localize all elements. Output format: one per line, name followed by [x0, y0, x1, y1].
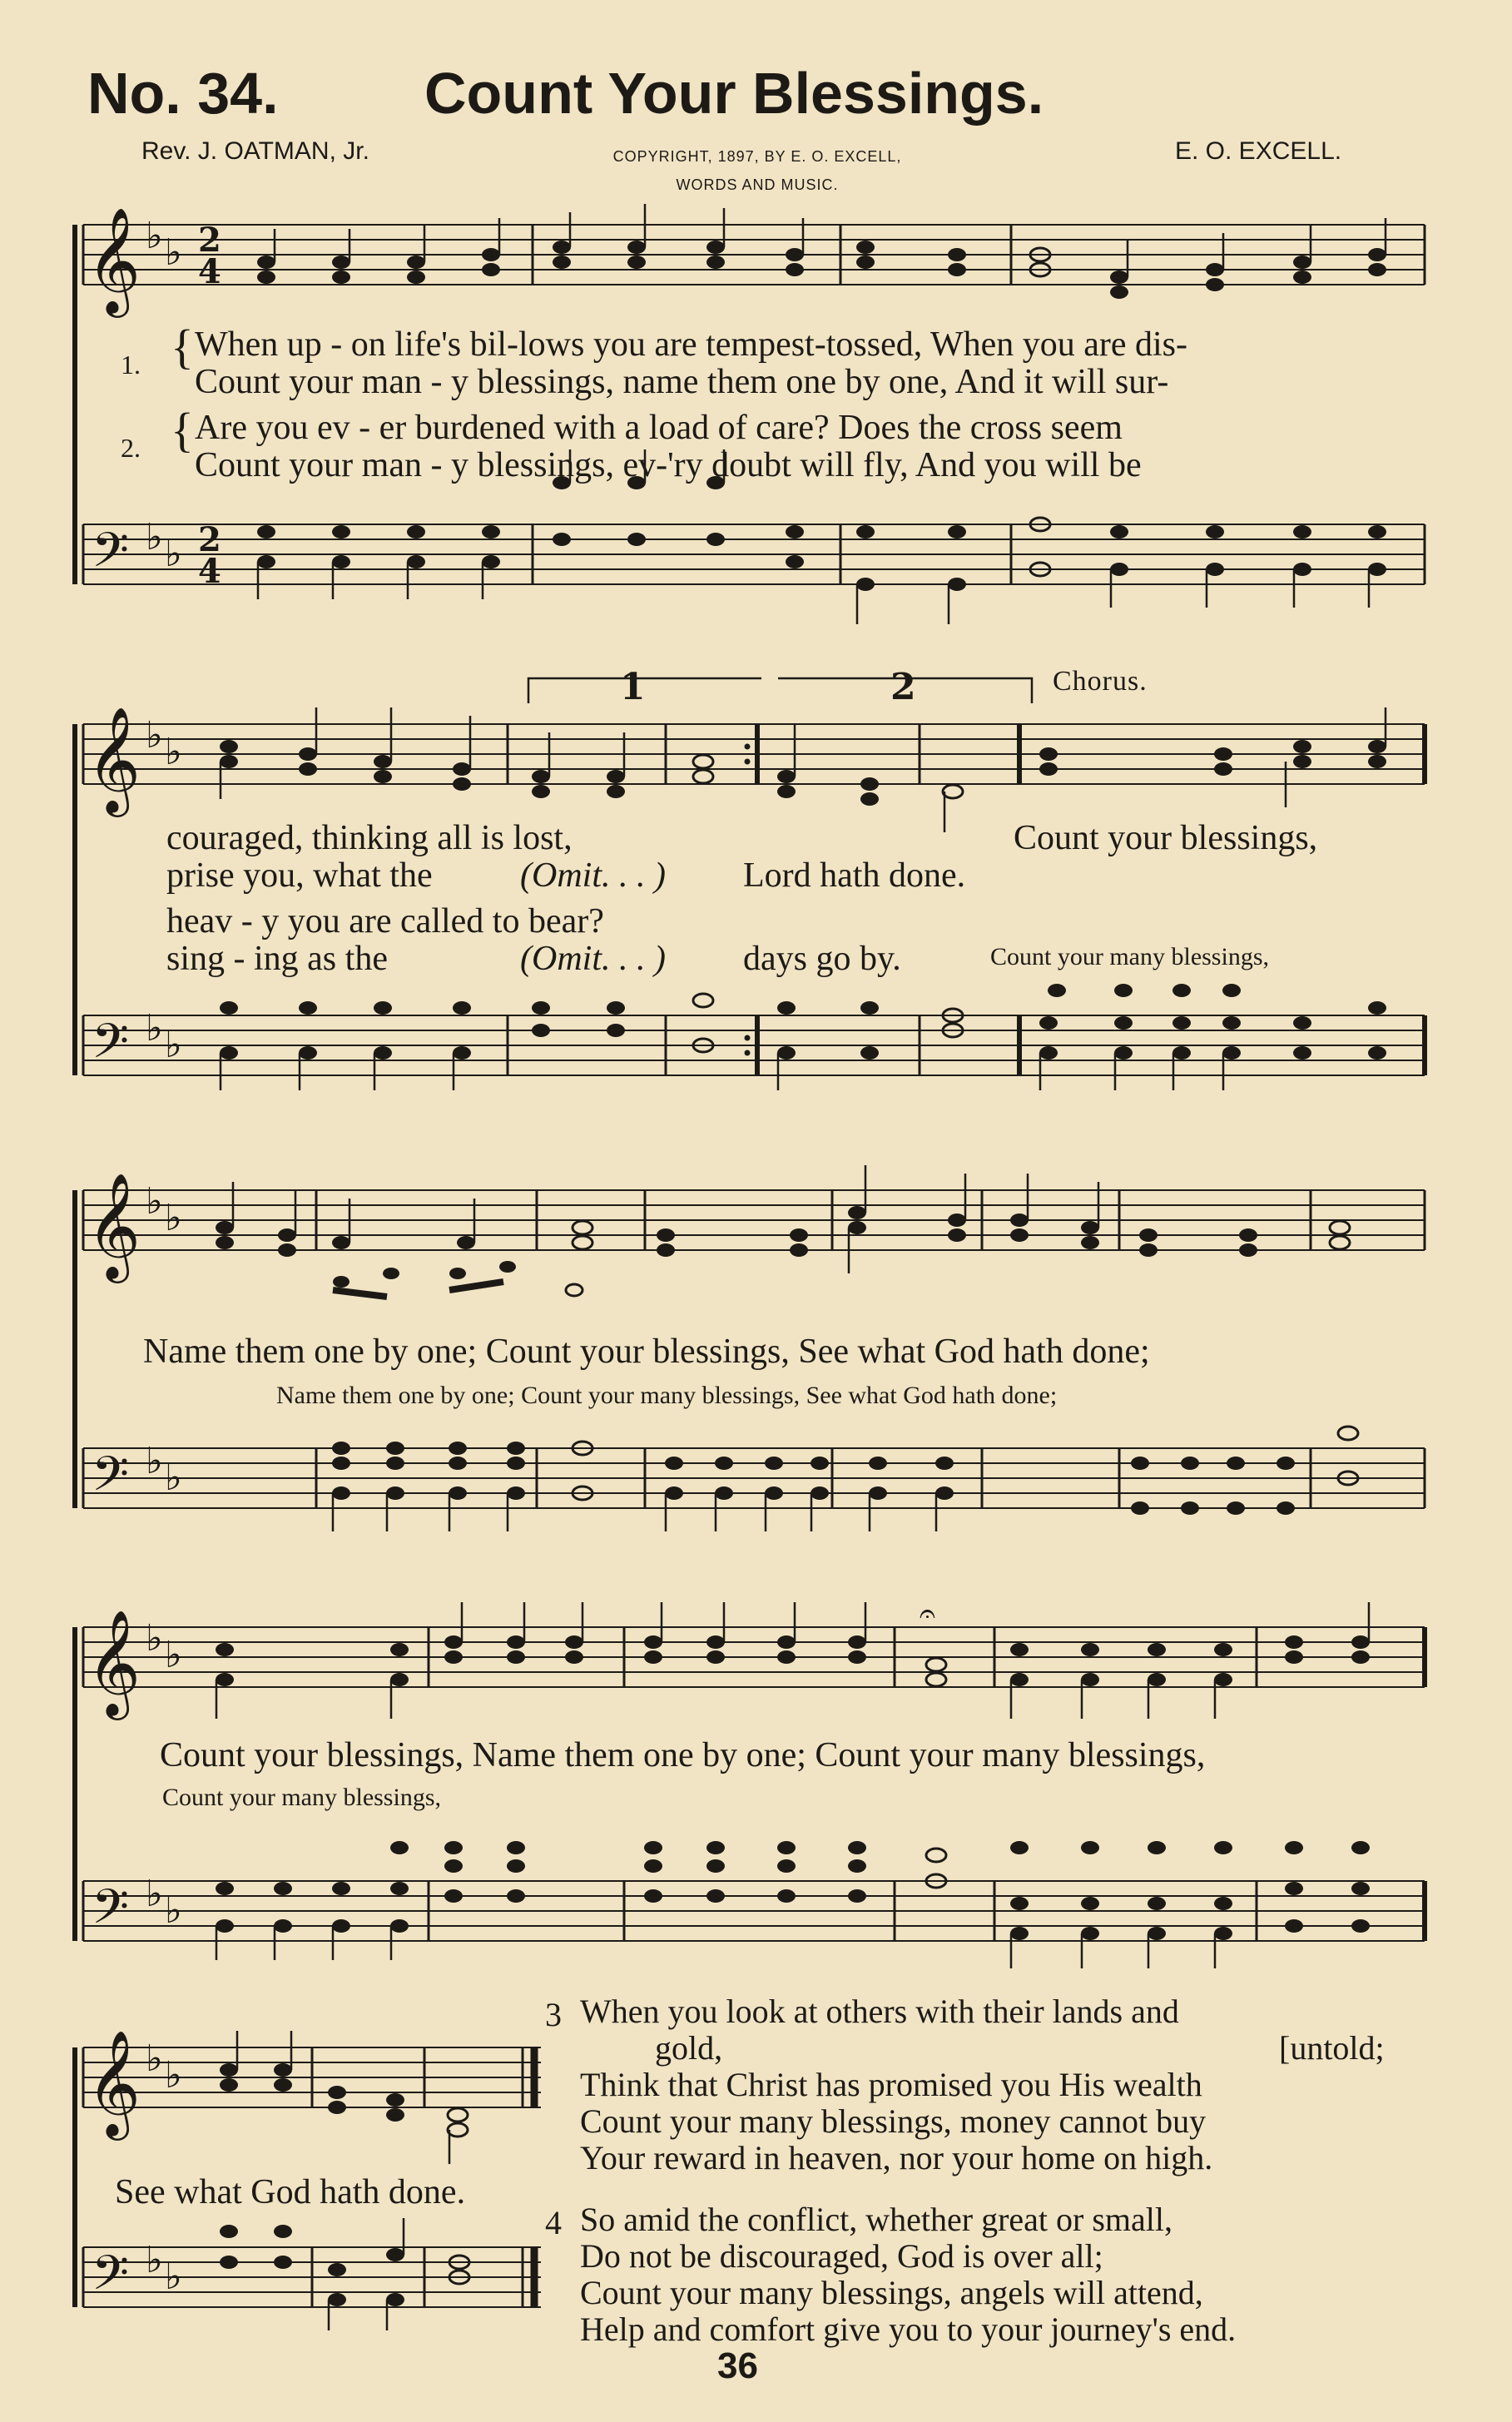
stanza-3-line-1: When you look at others with their lands and: [580, 1993, 1179, 2030]
svg-text:♭: ♭: [146, 2239, 163, 2281]
verse-number-2: 2.: [121, 433, 141, 463]
svg-text:♭: ♭: [165, 1024, 182, 1066]
lyric-line-6-end: Lord hath done.: [743, 856, 966, 895]
lyric-line-5b: Count your blessings,: [1014, 819, 1318, 857]
verse-brace-2: {: [171, 403, 194, 457]
lyric-line-11: See what God hath done.: [115, 2173, 466, 2211]
treble-clef-icon: 𝄞: [87, 206, 141, 313]
svg-text:2: 2: [198, 520, 221, 559]
lyric-line-8-end: days go by.: [743, 940, 901, 978]
music-system-1: [0, 200, 1512, 633]
svg-text:♭: ♭: [146, 1440, 163, 1482]
copyright-line-2: WORDS AND MUSIC.: [676, 176, 839, 193]
stanza-3-line-2b: [untold;: [1279, 2029, 1385, 2067]
stanza-4-line-3: Count your many blessings, angels will attend,: [580, 2274, 1203, 2311]
omit-marker-2: (Omit. . . ): [520, 940, 666, 978]
stanza-number-3: 3: [545, 1996, 562, 2033]
bass-lyric-4: Count your many blessings,: [162, 1784, 441, 1811]
music-system-2: [0, 666, 1512, 1132]
lyric-line-4: Count your man - y blessings, ev-'ry doubt will fly, And you will be: [195, 446, 1142, 484]
lyric-line-6: prise you, what the: [166, 856, 433, 895]
lyric-line-8: sing - ing as the: [166, 940, 388, 978]
staff-graphics-2: [0, 666, 1512, 1132]
bass-clef-icon: 𝄢: [92, 1879, 130, 1947]
hymn-number: No. 34.: [87, 61, 279, 126]
bass-clef-icon: 𝄢: [92, 2245, 130, 2313]
stanza-3-line-5: Your reward in heaven, nor your home on high.: [580, 2139, 1213, 2176]
treble-clef-icon: 𝄞: [87, 1609, 141, 1715]
svg-text:4: 4: [198, 552, 221, 591]
svg-text:♭: ♭: [146, 516, 163, 558]
lyric-line-1: When up - on life's bil-lows you are tempest-tossed, When you are dis-: [195, 325, 1188, 364]
bass-clef-icon: 𝄢: [92, 1446, 130, 1514]
lyric-line-2: Count your man - y blessings, name them one by one, And it will sur-: [195, 363, 1169, 401]
svg-text:♭: ♭: [165, 1197, 182, 1239]
verse-brace-1: {: [171, 320, 194, 374]
stanza-3-line-2: gold,: [655, 2029, 723, 2067]
svg-text:♭: ♭: [146, 1617, 163, 1660]
treble-clef-icon: 𝄞: [87, 706, 141, 812]
verse-number-1: 1.: [121, 350, 141, 380]
svg-text:♭: ♭: [146, 1007, 163, 1050]
stanza-3-line-3: Think that Christ has promised you His wealth: [580, 2066, 1202, 2103]
chorus-label: Chorus.: [1053, 666, 1148, 697]
omit-marker-1: (Omit. . . ): [520, 856, 666, 895]
svg-text:♭: ♭: [165, 231, 182, 274]
hymn-title: Count Your Blessings.: [424, 61, 1044, 126]
lyric-line-10: Count your blessings, Name them one by one; Count your many blessings,: [160, 1736, 1206, 1774]
svg-text:♭: ♭: [165, 1457, 182, 1499]
stanza-number-4: 4: [545, 2204, 562, 2241]
composer-credit: E. O. EXCELL.: [1175, 137, 1342, 165]
stanza-4-line-4: Help and comfort give you to your journey's end.: [580, 2310, 1237, 2348]
svg-text:♭: ♭: [146, 714, 163, 757]
lyric-line-3: Are you ev - er burdened with a load of care? Does the cross seem: [195, 409, 1123, 447]
copyright-line-1: COPYRIGHT, 1897, BY E. O. EXCELL,: [612, 148, 902, 165]
lyricist-credit: Rev. J. OATMAN, Jr.: [141, 137, 369, 165]
svg-text:♭: ♭: [165, 1889, 182, 1932]
music-system-3: [0, 1165, 1512, 1565]
treble-clef-icon: 𝄞: [87, 1172, 141, 1278]
svg-text:♭: ♭: [165, 2054, 182, 2097]
page-number: 36: [717, 2345, 758, 2386]
svg-text:♭: ♭: [146, 1180, 163, 1223]
svg-text:♭: ♭: [165, 1634, 182, 1676]
bass-clef-icon: 𝄢: [92, 1013, 130, 1081]
svg-text:♭: ♭: [165, 2256, 182, 2298]
stanza-4-line-1: So amid the conflict, whether great or small,: [580, 2201, 1173, 2238]
bass-lyric-3: Name them one by one; Count your many blessings, See what God hath done;: [276, 1382, 1058, 1409]
svg-text:2: 2: [198, 221, 221, 260]
ending-2-label: 2: [890, 666, 916, 708]
lyric-line-7: heav - y you are called to bear?: [166, 902, 604, 941]
bass-clef-icon: 𝄢: [92, 522, 130, 590]
svg-text:♭: ♭: [146, 2037, 163, 2080]
lyric-line-5a: couraged, thinking all is lost,: [166, 819, 573, 857]
ending-1-label: 1: [620, 666, 646, 708]
treble-clef-icon: 𝄞: [87, 2029, 141, 2136]
stanza-3-line-4: Count your many blessings, money cannot buy: [580, 2102, 1207, 2140]
svg-text:♭: ♭: [165, 731, 182, 773]
music-system-5: [0, 2014, 566, 2330]
svg-text:♭: ♭: [165, 533, 182, 575]
svg-text:♭: ♭: [146, 215, 163, 257]
svg-text:4: 4: [198, 252, 221, 291]
music-system-4: [0, 1594, 1512, 1977]
stanza-4-line-2: Do not be discouraged, God is over all;: [580, 2237, 1103, 2275]
lyric-line-9: Name them one by one; Count your blessings, See what God hath done;: [143, 1333, 1150, 1371]
fermata-icon: 𝄐: [920, 1597, 935, 1630]
svg-text:♭: ♭: [146, 1873, 163, 1915]
bass-lyric-2: Count your many blessings,: [990, 943, 1269, 970]
